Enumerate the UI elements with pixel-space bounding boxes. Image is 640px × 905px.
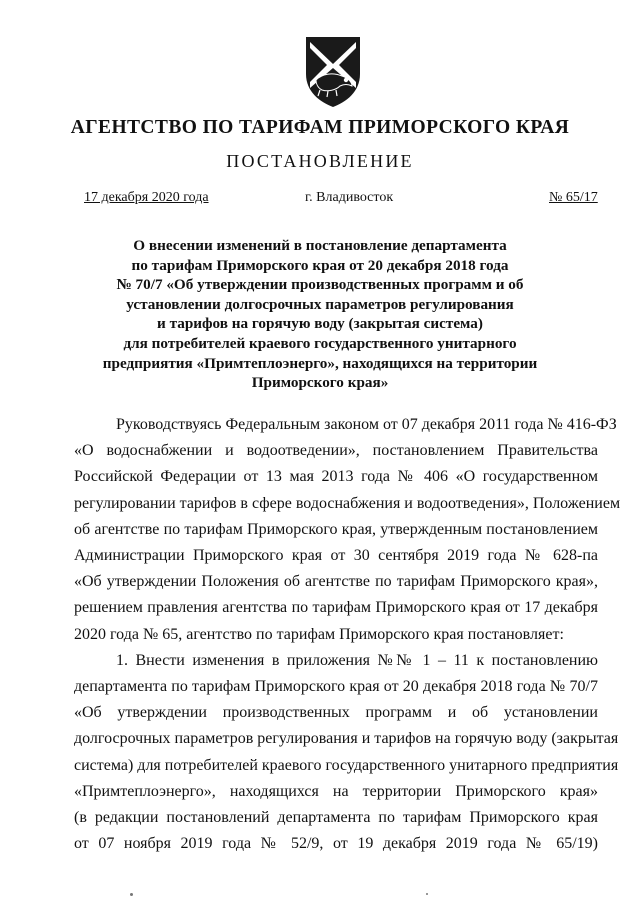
document-title [100, 236, 540, 393]
body-line: «Об утверждении производственных программ и об установлении [74, 704, 598, 722]
title-line: для потребителей краевого государственного унитарного [123, 334, 517, 352]
coat-of-arms-emblem [302, 34, 364, 110]
title-line: и тарифов на горячую воду (закрытая система) [157, 315, 483, 333]
body-line: регулировании тарифов в сфере водоснабжения и водоотведения», Положением [74, 494, 621, 512]
agency-name: АГЕНТСТВО ПО ТАРИФАМ ПРИМОРСКОГО КРАЯ [70, 117, 570, 138]
title-line: предприятия «Примтеплоэнерго», находящихся на территории [102, 354, 538, 372]
body-line: департамента по тарифам Приморского края от 20 декабря 2018 года № 70/7 [74, 678, 598, 696]
document-date: 17 декабря 2020 года [84, 190, 209, 205]
title-line: № 70/7 «Об утверждении производственных программ и об [116, 276, 524, 294]
document-type: ПОСТАНОВЛЕНИЕ [226, 151, 414, 171]
body-line: «Об утверждении Положения об агентстве по тарифам Приморского края», [74, 573, 598, 591]
body-line: «О водоснабжении и водоотведении», постановлением Правительства [74, 442, 598, 460]
title-line: О внесении изменений в постановление департамента [133, 237, 507, 254]
body-line: Руководствуясь Федеральным законом от 07 декабря 2011 года № 416-ФЗ [116, 416, 617, 433]
body-line: Российской Федерации от 13 мая 2013 года № 406 «О государственном [74, 468, 598, 486]
body-line: долгосрочных параметров регулирования и тарифов на горячую воду (закрытая [74, 730, 619, 748]
scan-speck [130, 893, 133, 896]
body-line: 2020 года № 65, агентство по тарифам Приморского края постановляет: [74, 625, 564, 643]
body-line: (в редакции постановлений департамента по тарифам Приморского края [74, 809, 598, 827]
scan-speck [426, 893, 428, 895]
body-line: «Примтеплоэнерго», находящихся на территории Приморского края» [74, 782, 598, 800]
document-body [74, 412, 621, 857]
title-line: Приморского края» [251, 374, 389, 392]
document-city: г. Владивосток [305, 190, 394, 205]
body-line: система) для потребителей краевого государственного унитарного предприятия [74, 756, 619, 774]
body-line: решением правления агентства по тарифам Приморского края от 17 декабря [74, 599, 598, 617]
title-line: установлении долгосрочных параметров регулирования [126, 295, 514, 313]
document-number: № 65/17 [549, 190, 598, 205]
body-line: об агентстве по тарифам Приморского края, утвержденным постановлением [74, 520, 598, 538]
body-line: 1. Внести изменения в приложения №№ 1 – 11 к постановлению [116, 651, 598, 669]
body-line: Администрации Приморского края от 30 сентября 2019 года № 628-па [74, 547, 598, 565]
title-line: по тарифам Приморского края от 20 декабря 2018 года [131, 256, 509, 274]
body-line: от 07 ноября 2019 года № 52/9, от 19 декабря 2019 года № 65/19) [74, 835, 598, 853]
